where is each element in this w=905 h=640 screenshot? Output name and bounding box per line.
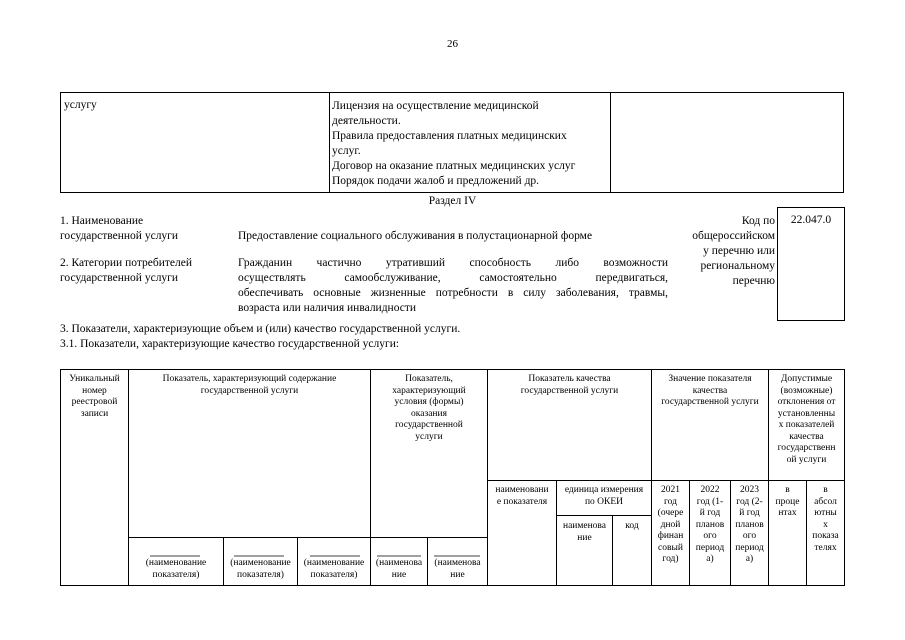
header-unit-okei: единица измерения по ОКЕИ — [564, 485, 644, 507]
label-line: государственной услуги — [60, 230, 179, 242]
indicator-name-cell: (наименование показателя) — [145, 558, 207, 580]
header-deviation-percent: в проце нтах — [775, 485, 800, 518]
label-line: государственной услуги — [60, 272, 179, 284]
header-unit-name: наименова ние — [562, 521, 607, 543]
paragraph-3: 3. Показатели, характеризующие объем и (или) качество государственной услуги. — [60, 323, 461, 335]
code-value: 22.047.0 — [790, 214, 832, 226]
header-deviation-absolute: в абсол ютны х показа телях — [812, 485, 839, 553]
header-unit-code: код — [625, 521, 639, 531]
right-line: Лицензия на осуществление медицинской — [332, 100, 539, 112]
header-content-indicator: Показатель, характеризующий содержание государственной услуги — [162, 374, 337, 396]
header-year-2023: 2023 год (2- й год планов ого период а) — [735, 485, 764, 564]
indicator-name-cell: (наименова ние — [375, 558, 423, 580]
label-line: 1. Наименование — [60, 215, 144, 227]
code-label-line: у перечню или — [703, 245, 775, 257]
value-line: обеспечивать основные жизненные потребности в силу заболевания, травмы, — [238, 287, 668, 299]
page-number: 26 — [447, 38, 458, 50]
header-conditions-indicator: Показатель, характеризующий условия (формы) оказания государственной услуги — [392, 374, 466, 442]
header-year-2021: 2021 год (очере дной финан совый год) — [657, 485, 684, 564]
right-line: Правила предоставления платных медицинских — [332, 130, 567, 142]
right-line: Порядок подачи жалоб и предложений др. — [332, 175, 540, 187]
header-quality-indicator: Показатель качества государственной услуги — [520, 374, 619, 396]
code-label-line: перечню — [732, 275, 775, 287]
right-line: Договор на оказание платных медицинских услуг — [332, 160, 576, 172]
header-indicator-value: Значение показателя качества государственной услуги — [661, 374, 759, 407]
indicator-name-cell: (наименование показателя) — [303, 558, 365, 580]
paragraph-3-1: 3.1. Показатели, характеризующие качество государственной услуги: — [60, 338, 400, 350]
code-label-line: региональному — [700, 260, 775, 272]
right-line: деятельности. — [332, 115, 401, 127]
label-line: 2. Категории потребителей — [60, 257, 192, 269]
header-year-2022: 2022 год (1- й год планов ого период а) — [695, 485, 725, 564]
indicator-name-cell: (наименование показателя) — [230, 558, 291, 580]
indicator-name-cell: (наименова ние — [434, 558, 481, 580]
value-line: осуществлять самообслуживание, самостоятельно передвигаться, — [238, 272, 668, 284]
service-name-value: Предоставление социального обслуживания в полустационарной форме — [238, 230, 593, 242]
header-indicator-name: наименовани е показателя — [495, 485, 549, 507]
right-line: услуг. — [332, 145, 361, 157]
code-label-line: общероссийском — [692, 230, 775, 242]
header-allowed-deviations: Допустимые (возможные) отклонения от установленны х показателей качества государственн ой услуги — [777, 374, 836, 465]
value-line: возраста или наличия инвалидности — [238, 302, 417, 314]
section-title: Раздел IV — [428, 195, 477, 207]
header-unique-number: Уникальный номер реестровой записи — [69, 374, 120, 419]
code-label-line: Код по — [741, 215, 775, 227]
value-line: Гражданин частично утративший способность либо возможности — [238, 257, 668, 269]
continuation-left-text: услугу — [64, 99, 97, 111]
